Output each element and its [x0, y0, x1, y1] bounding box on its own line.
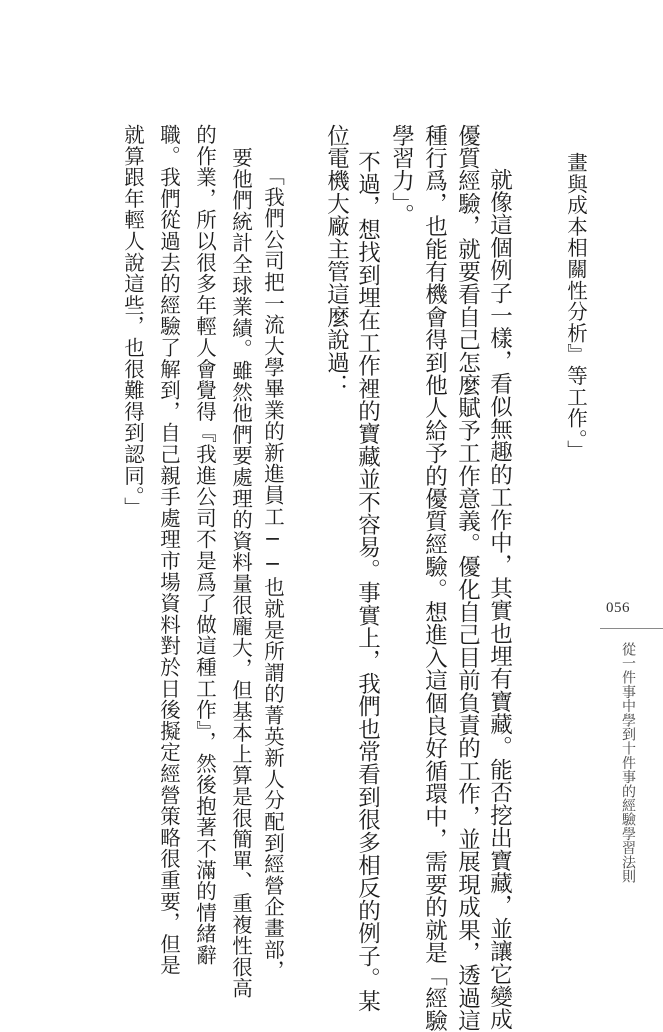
text-column: 畫與成本相關性分析』等工作。」	[563, 152, 588, 462]
text-column: 就算跟年輕人說這些，也很難得到認同。」	[120, 124, 145, 519]
text-column: 就像這個例子一樣，看似無趣的工作中，其實也埋有寶藏。能否挖出寶藏，並讓它變成	[486, 168, 513, 1031]
running-title: 從一件事中學到十件事的經驗學習法則	[620, 642, 636, 884]
text-column: 「我們公司把一流大學畢業的新進員工──也就是所謂的菁英新人分配到經營企畫部，	[260, 165, 285, 982]
text-column: 的作業，所以很多年輕人會覺得『我進公司不是爲了做這種工作』，然後抱著不滿的情緒辭	[192, 124, 217, 966]
page-number: 056	[606, 600, 630, 616]
text-column: 位電機大廠主管這麼說過：	[323, 124, 350, 397]
text-column: 職。我們從過去的經驗了解到，自己親手處理市場資料對於日後擬定經營策略很重要，但是	[156, 124, 181, 976]
text-column: 要他們統計全球業績。雖然他們要處理的資料量很龐大，但基本上算是很簡單、重複性很高	[228, 147, 253, 999]
text-column: 不過，想找到埋在工作裡的寶藏並不容易。事實上，我們也常看到很多相反的例子。某	[354, 150, 381, 1013]
text-column: 優質經驗，就要看自己怎麼賦予工作意義。優化自己目前負責的工作，並展現成果，透過這	[454, 124, 481, 1032]
text-column: 學習力」。	[388, 124, 415, 227]
footer-divider	[600, 628, 663, 629]
text-column: 種行爲，也能有機會得到他人給予的優質經驗。想進入這個良好循環中，需要的就是「經驗	[421, 124, 448, 1032]
